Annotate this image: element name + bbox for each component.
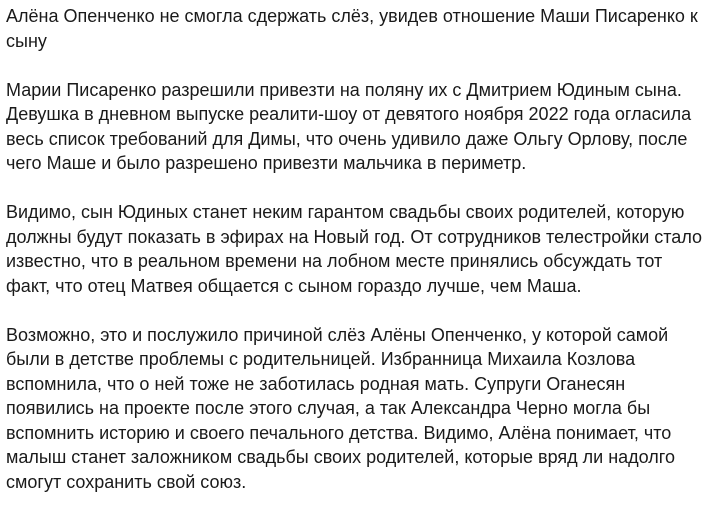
article-paragraph-2: Видимо, сын Юдиных станет неким гарантом свадьбы своих родителей, которую должны будут показать в эфирах на Новый год. От сотрудников телестройки стало известно, что в реальном времени на лобном месте принялись обсуждать тот факт, что отец Матвея общается с сыном гораздо лучше, чем Маша.	[6, 202, 703, 296]
article-paragraph-3: Возможно, это и послужило причиной слёз Алёны Опенченко, у которой самой были в детстве проблемы с родительницей. Избранница Михаила Козлова вспомнила, что о ней тоже не заботилась родная мать. Супруги Оганесян появились на проекте после этого случая, а так Александра Черно могла бы вспомнить историю и своего печального детства. Видимо, Алёна понимает, что малыш станет заложником свадьбы своих родителей, которые вряд ли надолго смогут сохранить свой союз.	[6, 324, 675, 492]
article	[6, 0, 706, 494]
article-title: Алёна Опенченко не смогла сдержать слёз, увидев отношение Маши Писаренко к сыну	[6, 6, 698, 51]
article-paragraph-1: Марии Писаренко разрешили привезти на поляну их с Дмитрием Юдиным сына. Девушка в дневном выпуске реалити-шоу от девятого ноября 2022 года огласила весь список требований для Димы, что очень удивило даже Ольгу Орлову, после чего Маше и было разрешено привезти мальчика в периметр.	[6, 79, 692, 173]
